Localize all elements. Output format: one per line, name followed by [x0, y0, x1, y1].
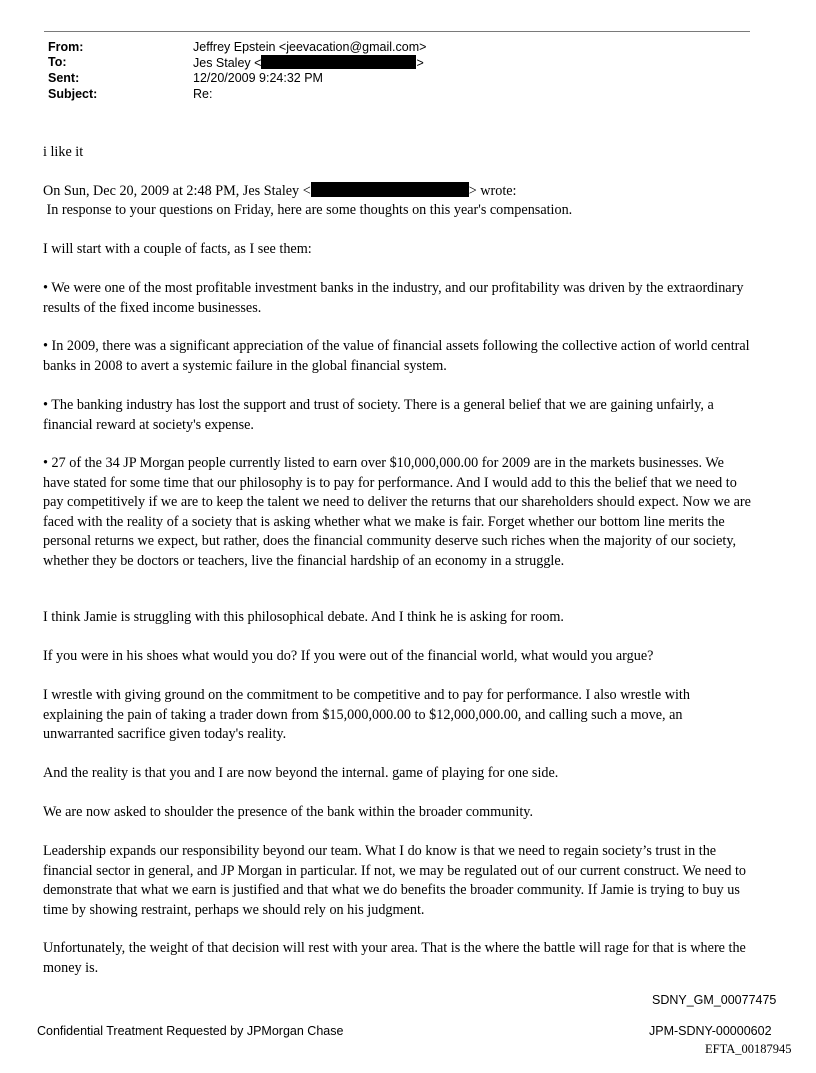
jpm-number: JPM-SDNY-00000602 — [649, 1024, 772, 1038]
from-value: Jeffrey Epstein <jeevacation@gmail.com> — [193, 40, 427, 54]
paragraph: If you were in his shoes what would you do? If you were out of the financial world, what would you argue? — [43, 648, 654, 664]
quoted-intro-suffix: > wrote: — [468, 183, 517, 199]
paragraph: • The banking industry has lost the support and trust of society. There is a general belief that we are gaining unfairly, a financial reward at society's expense. — [43, 397, 714, 433]
paragraph: • We were one of the most profitable investment banks in the industry, and our profitability was driven by the extraordinary results of the fixed income businesses. — [43, 280, 744, 316]
reply-text: i like it — [43, 144, 84, 160]
paragraph: • In 2009, there was a significant appreciation of the value of financial assets following the collective action of world central banks in 2008 to avert a systemic failure in the global financial system. — [43, 338, 750, 374]
quoted-intro-prefix: On Sun, Dec 20, 2009 at 2:48 PM, Jes Staley < — [43, 183, 311, 199]
paragraph: I think Jamie is struggling with this philosophical debate. And I think he is asking for room. — [43, 609, 564, 625]
bates-number: SDNY_GM_00077475 — [652, 993, 777, 1007]
sent-value: 12/20/2009 9:24:32 PM — [193, 71, 323, 85]
to-value — [193, 55, 424, 70]
efta-number: EFTA_00187945 — [705, 1042, 792, 1056]
paragraph: And the reality is that you and I are now beyond the internal. game of playing for one side. — [43, 765, 559, 781]
redaction-box — [261, 55, 416, 69]
to-prefix: Jes Staley < — [193, 56, 262, 70]
to-suffix: > — [416, 56, 424, 70]
sent-label: Sent: — [48, 71, 80, 85]
confidential-notice: Confidential Treatment Requested by JPMorgan Chase — [37, 1024, 344, 1038]
to-label: To: — [48, 55, 67, 69]
paragraph: I will start with a couple of facts, as I see them: — [43, 241, 312, 257]
paragraph: • 27 of the 34 JP Morgan people currently listed to earn over $10,000,000.00 for 2009 are in the markets businesses. We have stated for some time that our philosophy is to pay for performance. And I would add to this the belief that we need to pay competitively if we are to keep the talent we need to deliver the returns that our shareholders should expect. Now we are faced with the reality of a society that is asking whether what we make is fair. Forget whether our bottom line merits the personal returns we expect, but rather, does the financial community deserve such riches when the majority of our society, whether they be doctors or teachers, live the financial hardship of an economy in a struggle. — [43, 455, 751, 569]
header-divider — [44, 31, 750, 32]
paragraph: Leadership expands our responsibility beyond our team. What I do know is that we need to regain society’s trust in the financial sector in general, and JP Morgan in particular. If not, we may be regulated out of our current construct. We need to demonstrate that what we earn is justified and that what we do benefits the broader community. If Jamie is trying to buy us time by showing restraint, perhaps we should rely on his judgment. — [43, 843, 747, 918]
paragraph: We are now asked to shoulder the presence of the bank within the broader community. — [43, 804, 534, 820]
paragraph: I wrestle with giving ground on the commitment to be competitive and to pay for performance. I also wrestle with explaining the pain of taking a trader down from $15,000,000.00 to $12,000,000.00, and calling such a move, an unwarranted sacrifice given today's reality. — [43, 687, 690, 742]
subject-value: Re: — [193, 87, 213, 101]
from-label: From: — [48, 40, 84, 54]
quoted-intro — [43, 182, 753, 202]
redaction-box — [311, 182, 469, 197]
paragraph: Unfortunately, the weight of that decision will rest with your area. That is the where the battle will rage for that is where the money is. — [43, 940, 746, 976]
paragraph: In response to your questions on Friday, here are some thoughts on this year's compensation. — [43, 202, 573, 218]
subject-label: Subject: — [48, 87, 98, 101]
